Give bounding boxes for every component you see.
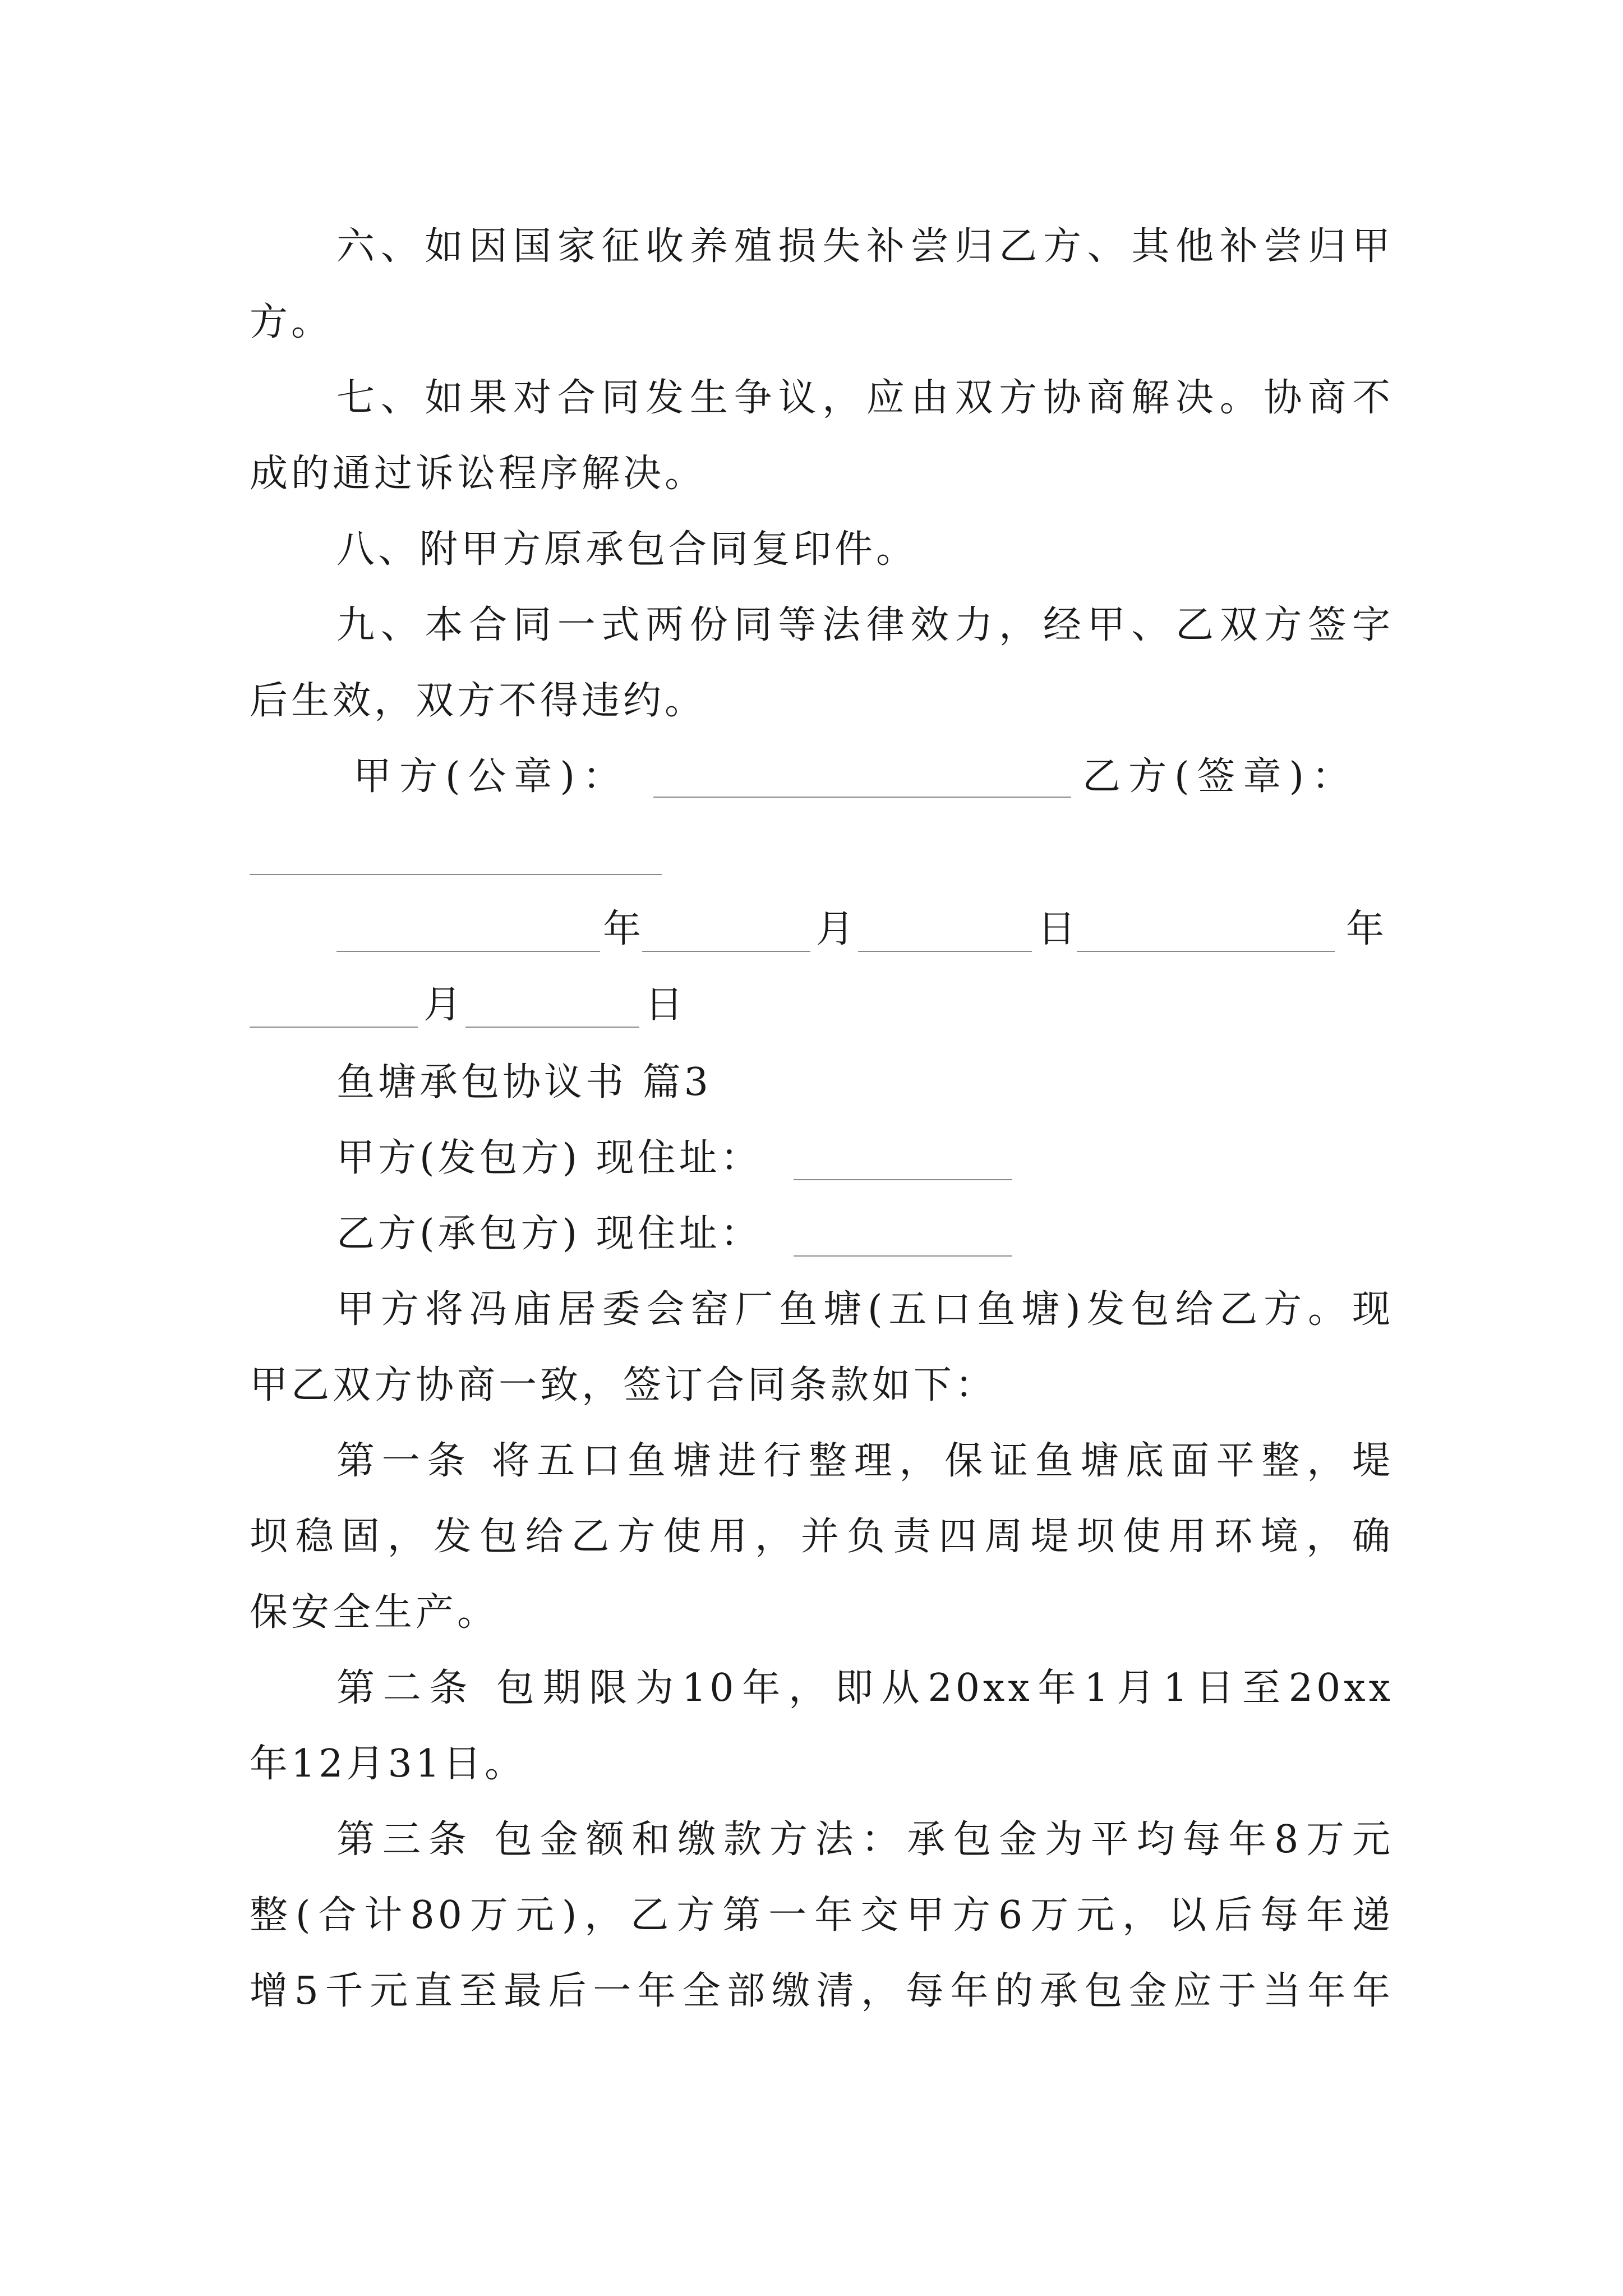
party-a-seal-blank (653, 797, 1071, 798)
party-b-month-blank (250, 1027, 418, 1028)
article-3-line-1: 第三条 包金额和缴款方法：承包金为平均每年8万元 (336, 1818, 1394, 1862)
party-a-month-label: 月 (816, 907, 855, 951)
party-a-seal-label: 甲方(公章)： (353, 754, 629, 799)
article-1-line-3: 保安全生产。 (250, 1590, 499, 1635)
clause-9-line-1: 九、本合同一式两份同等法律效力，经甲、乙双方签字 (336, 603, 1394, 647)
party-b-year-label: 年 (1346, 907, 1385, 951)
clause-7-line-1: 七、如果对合同发生争议，应由双方协商解决。协商不 (336, 376, 1394, 420)
article-3-line-2: 整(合计80万元)，乙方第一年交甲方6万元，以后每年递 (250, 1893, 1394, 1938)
party-b-seal-blank (250, 874, 662, 875)
party-b-seal-label: 乙方(签章)： (1082, 754, 1358, 799)
party-b-address-label: 乙方(承包方) 现住址： (336, 1212, 762, 1256)
party-a-day-blank (858, 951, 1032, 952)
party-a-year-blank (336, 951, 600, 952)
party-b-address-blank (794, 1255, 1012, 1257)
party-a-address-blank (794, 1179, 1012, 1180)
party-b-day-blank (465, 1027, 639, 1028)
party-a-address-label: 甲方(发包方) 现住址： (336, 1136, 762, 1180)
clause-6-line-2: 方。 (250, 300, 333, 344)
clause-9-line-2: 后生效，双方不得违约。 (250, 679, 707, 723)
party-b-year-blank (1077, 951, 1335, 952)
party-b-month-label: 月 (423, 983, 462, 1027)
article-3-line-3: 增5千元直至最后一年全部缴清，每年的承包金应于当年年 (250, 1969, 1394, 2013)
party-a-year-label: 年 (603, 907, 642, 951)
clause-6-line-1: 六、如因国家征收养殖损失补尝归乙方、其他补尝归甲 (336, 224, 1394, 269)
clause-8: 八、附甲方原承包合同复印件。 (336, 527, 918, 572)
party-a-day-label: 日 (1038, 907, 1076, 951)
article-1-line-1: 第一条 将五口鱼塘进行整理，保证鱼塘底面平整，堤 (336, 1439, 1394, 1483)
clause-7-line-2: 成的通过诉讼程序解决。 (250, 452, 707, 496)
party-a-month-blank (642, 951, 810, 952)
intro-line-1: 甲方将冯庙居委会窑厂鱼塘(五口鱼塘)发包给乙方。现 (336, 1287, 1394, 1332)
article-2-line-2: 年12月31日。 (250, 1742, 527, 1786)
section-3-title: 鱼塘承包协议书 篇3 (336, 1060, 712, 1105)
intro-line-2: 甲乙双方协商一致，签订合同条款如下： (250, 1363, 997, 1407)
article-1-line-2: 坝稳固，发包给乙方使用，并负责四周堤坝使用环境，确 (250, 1515, 1394, 1559)
party-b-day-label: 日 (645, 983, 684, 1027)
article-2-line-1: 第二条 包期限为10年，即从20xx年1月1日至20xx (336, 1666, 1394, 1710)
